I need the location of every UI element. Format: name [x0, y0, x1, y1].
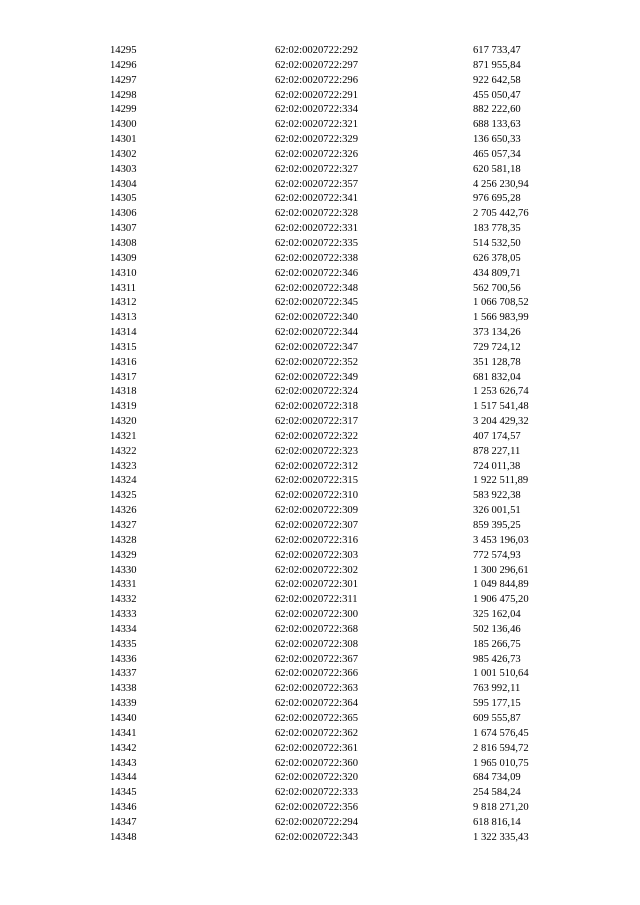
row-number-cell: 14319: [110, 401, 137, 413]
row-number-cell: 14336: [110, 653, 137, 665]
cadastral-value-cell: 1 922 511,89: [473, 475, 529, 487]
cadastral-number-cell: 62:02:0020722:338: [275, 252, 358, 264]
cadastral-number-cell: 62:02:0020722:294: [275, 816, 358, 828]
table-row: [110, 816, 560, 831]
row-number-cell: 14327: [110, 520, 137, 531]
cadastral-number-cell: 62:02:0020722:315: [275, 475, 358, 487]
cadastral-value-cell: 1 300 296,61: [473, 564, 529, 576]
table-row: [110, 549, 560, 564]
row-number-cell: 14348: [110, 831, 137, 843]
table-row: [110, 712, 560, 727]
cadastral-value-cell: 878 227,11: [473, 445, 521, 457]
cadastral-number-cell: 62:02:0020722:322: [275, 430, 358, 442]
cadastral-number-cell: 62:02:0020722:348: [275, 282, 358, 294]
cadastral-number-cell: 62:02:0020722:361: [275, 742, 358, 754]
cadastral-value-cell: 681 832,04: [473, 371, 521, 383]
cadastral-number-cell: 62:02:0020722:310: [275, 490, 358, 502]
table-row: [110, 771, 560, 786]
row-number-cell: 14311: [110, 282, 137, 294]
cadastral-value-cell: 684 734,09: [473, 772, 521, 784]
cadastral-number-cell: 62:02:0020722:346: [275, 267, 358, 279]
cadastral-value-cell: 620 581,18: [473, 163, 521, 175]
cadastral-number-cell: 62:02:0020722:365: [275, 712, 358, 724]
row-number-cell: 14337: [110, 668, 137, 680]
row-number-cell: 14332: [110, 594, 137, 606]
table-row: [110, 192, 560, 207]
table-row: [110, 118, 560, 133]
row-number-cell: 14299: [110, 104, 137, 116]
table-row: [110, 460, 560, 475]
table-row: [110, 653, 560, 668]
table-row: [110, 742, 560, 757]
cadastral-value-cell: 772 574,93: [473, 549, 521, 561]
row-number-cell: 14324: [110, 475, 137, 487]
cadastral-value-cell: 183 778,35: [473, 223, 521, 235]
cadastral-value-cell: 373 134,26: [473, 327, 521, 339]
cadastral-value-cell: 724 011,38: [473, 460, 521, 472]
cadastral-value-cell: 871 955,84: [473, 59, 521, 71]
table-row: [110, 608, 560, 623]
cadastral-number-cell: 62:02:0020722:349: [275, 371, 358, 383]
row-number-cell: 14308: [110, 237, 137, 249]
table-row: [110, 74, 560, 89]
row-number-cell: 14325: [110, 490, 137, 502]
table-row: [110, 474, 560, 489]
cadastral-value-cell: 976 695,28: [473, 193, 521, 205]
table-row: [110, 59, 560, 74]
cadastral-value-cell: 985 426,73: [473, 653, 521, 665]
cadastral-value-cell: 465 057,34: [473, 148, 521, 160]
row-number-cell: 14297: [110, 74, 137, 86]
cadastral-number-cell: 62:02:0020722:303: [275, 549, 358, 561]
row-number-cell: 14312: [110, 297, 137, 309]
cadastral-value-cell: 688 133,63: [473, 119, 521, 131]
table-row: [110, 430, 560, 445]
cadastral-value-cell: 9 818 271,20: [473, 802, 529, 814]
cadastral-value-cell: 1 517 541,48: [473, 401, 529, 413]
row-number-cell: 14341: [110, 727, 137, 739]
cadastral-number-cell: 62:02:0020722:311: [275, 594, 358, 606]
row-number-cell: 14335: [110, 638, 137, 650]
row-number-cell: 14316: [110, 356, 137, 368]
cadastral-value-cell: 1 322 335,43: [473, 831, 529, 843]
table-row: [110, 133, 560, 148]
cadastral-value-table: [110, 44, 560, 846]
cadastral-number-cell: 62:02:0020722:301: [275, 579, 358, 591]
row-number-cell: 14304: [110, 178, 137, 190]
table-row: [110, 727, 560, 742]
table-row: [110, 578, 560, 593]
table-row: [110, 356, 560, 371]
cadastral-number-cell: 62:02:0020722:356: [275, 802, 358, 814]
row-number-cell: 14330: [110, 564, 137, 576]
cadastral-number-cell: 62:02:0020722:335: [275, 237, 358, 249]
table-row: [110, 237, 560, 252]
cadastral-number-cell: 62:02:0020722:367: [275, 653, 358, 665]
cadastral-number-cell: 62:02:0020722:292: [275, 45, 358, 56]
row-number-cell: 14310: [110, 267, 137, 279]
cadastral-number-cell: 62:02:0020722:323: [275, 445, 358, 457]
table-row: [110, 148, 560, 163]
cadastral-value-cell: 185 266,75: [473, 638, 521, 650]
cadastral-value-cell: 434 809,71: [473, 267, 521, 279]
row-number-cell: 14346: [110, 802, 137, 814]
cadastral-value-cell: 626 378,05: [473, 252, 521, 264]
table-row: [110, 296, 560, 311]
cadastral-number-cell: 62:02:0020722:357: [275, 178, 358, 190]
cadastral-number-cell: 62:02:0020722:328: [275, 208, 358, 220]
table-row: [110, 326, 560, 341]
cadastral-value-cell: 455 050,47: [473, 89, 521, 101]
row-number-cell: 14323: [110, 460, 137, 472]
row-number-cell: 14317: [110, 371, 137, 383]
cadastral-number-cell: 62:02:0020722:362: [275, 727, 358, 739]
cadastral-number-cell: 62:02:0020722:297: [275, 59, 358, 71]
table-row: [110, 831, 560, 846]
row-number-cell: 14295: [110, 45, 137, 56]
cadastral-value-cell: 595 177,15: [473, 698, 521, 710]
row-number-cell: 14302: [110, 148, 137, 160]
table-row: [110, 667, 560, 682]
table-row: [110, 489, 560, 504]
row-number-cell: 14309: [110, 252, 137, 264]
row-number-cell: 14298: [110, 89, 137, 101]
cadastral-number-cell: 62:02:0020722:360: [275, 757, 358, 769]
cadastral-value-cell: 136 650,33: [473, 134, 521, 146]
cadastral-value-cell: 351 128,78: [473, 356, 521, 368]
cadastral-value-cell: 3 453 196,03: [473, 534, 529, 546]
cadastral-value-cell: 3 204 429,32: [473, 416, 529, 428]
cadastral-number-cell: 62:02:0020722:343: [275, 831, 358, 843]
row-number-cell: 14307: [110, 223, 137, 235]
table-row: [110, 282, 560, 297]
row-number-cell: 14305: [110, 193, 137, 205]
row-number-cell: 14345: [110, 787, 137, 799]
table-row: [110, 445, 560, 460]
cadastral-number-cell: 62:02:0020722:308: [275, 638, 358, 650]
table-row: [110, 44, 560, 59]
cadastral-number-cell: 62:02:0020722:329: [275, 134, 358, 146]
cadastral-value-cell: 882 222,60: [473, 104, 521, 116]
cadastral-number-cell: 62:02:0020722:366: [275, 668, 358, 680]
cadastral-value-cell: 763 992,11: [473, 683, 521, 695]
cadastral-number-cell: 62:02:0020722:364: [275, 698, 358, 710]
table-row: [110, 371, 560, 386]
cadastral-value-cell: 859 395,25: [473, 520, 521, 531]
cadastral-value-cell: 1 066 708,52: [473, 297, 529, 309]
row-number-cell: 14326: [110, 505, 137, 517]
table-row: [110, 638, 560, 653]
cadastral-value-cell: 502 136,46: [473, 623, 521, 635]
cadastral-value-cell: 618 816,14: [473, 816, 521, 828]
cadastral-value-cell: 1 253 626,74: [473, 386, 529, 398]
row-number-cell: 14333: [110, 609, 137, 621]
cadastral-value-cell: 325 162,04: [473, 609, 521, 621]
cadastral-number-cell: 62:02:0020722:326: [275, 148, 358, 160]
cadastral-number-cell: 62:02:0020722:317: [275, 416, 358, 428]
table-row: [110, 757, 560, 772]
cadastral-value-cell: 326 001,51: [473, 505, 521, 517]
table-row: [110, 623, 560, 638]
cadastral-number-cell: 62:02:0020722:321: [275, 119, 358, 131]
cadastral-number-cell: 62:02:0020722:296: [275, 74, 358, 86]
table-row: [110, 252, 560, 267]
table-row: [110, 163, 560, 178]
table-row: [110, 697, 560, 712]
row-number-cell: 14344: [110, 772, 137, 784]
table-row: [110, 400, 560, 415]
cadastral-value-cell: 1 674 576,45: [473, 727, 529, 739]
table-row: [110, 786, 560, 801]
cadastral-number-cell: 62:02:0020722:300: [275, 609, 358, 621]
cadastral-number-cell: 62:02:0020722:345: [275, 297, 358, 309]
row-number-cell: 14338: [110, 683, 137, 695]
cadastral-value-cell: 1 049 844,89: [473, 579, 529, 591]
cadastral-value-cell: 729 724,12: [473, 341, 521, 353]
row-number-cell: 14331: [110, 579, 137, 591]
cadastral-value-cell: 2 816 594,72: [473, 742, 529, 754]
table-row: [110, 178, 560, 193]
row-number-cell: 14347: [110, 816, 137, 828]
row-number-cell: 14329: [110, 549, 137, 561]
cadastral-value-cell: 583 922,38: [473, 490, 521, 502]
table-row: [110, 207, 560, 222]
cadastral-value-cell: 254 584,24: [473, 787, 521, 799]
table-row: [110, 103, 560, 118]
cadastral-number-cell: 62:02:0020722:312: [275, 460, 358, 472]
cadastral-number-cell: 62:02:0020722:318: [275, 401, 358, 413]
cadastral-value-cell: 1 965 010,75: [473, 757, 529, 769]
cadastral-number-cell: 62:02:0020722:331: [275, 223, 358, 235]
row-number-cell: 14296: [110, 59, 137, 71]
cadastral-value-cell: 617 733,47: [473, 45, 521, 56]
table-row: [110, 267, 560, 282]
row-number-cell: 14328: [110, 534, 137, 546]
row-number-cell: 14334: [110, 623, 137, 635]
cadastral-number-cell: 62:02:0020722:327: [275, 163, 358, 175]
cadastral-number-cell: 62:02:0020722:341: [275, 193, 358, 205]
table-row: [110, 222, 560, 237]
cadastral-number-cell: 62:02:0020722:368: [275, 623, 358, 635]
row-number-cell: 14303: [110, 163, 137, 175]
cadastral-value-cell: 2 705 442,76: [473, 208, 529, 220]
row-number-cell: 14314: [110, 327, 137, 339]
cadastral-number-cell: 62:02:0020722:291: [275, 89, 358, 101]
cadastral-number-cell: 62:02:0020722:309: [275, 505, 358, 517]
row-number-cell: 14342: [110, 742, 137, 754]
table-row: [110, 593, 560, 608]
row-number-cell: 14315: [110, 341, 137, 353]
row-number-cell: 14320: [110, 416, 137, 428]
table-row: [110, 519, 560, 534]
row-number-cell: 14318: [110, 386, 137, 398]
table-row: [110, 385, 560, 400]
cadastral-number-cell: 62:02:0020722:324: [275, 386, 358, 398]
row-number-cell: 14339: [110, 698, 137, 710]
cadastral-value-cell: 1 566 983,99: [473, 312, 529, 324]
cadastral-number-cell: 62:02:0020722:334: [275, 104, 358, 116]
row-number-cell: 14301: [110, 134, 137, 146]
cadastral-number-cell: 62:02:0020722:363: [275, 683, 358, 695]
row-number-cell: 14322: [110, 445, 137, 457]
cadastral-number-cell: 62:02:0020722:344: [275, 327, 358, 339]
cadastral-value-cell: 4 256 230,94: [473, 178, 529, 190]
cadastral-value-cell: 1 906 475,20: [473, 594, 529, 606]
table-row: [110, 564, 560, 579]
cadastral-value-cell: 922 642,58: [473, 74, 521, 86]
cadastral-value-cell: 609 555,87: [473, 712, 521, 724]
cadastral-number-cell: 62:02:0020722:340: [275, 312, 358, 324]
table-row: [110, 311, 560, 326]
cadastral-value-cell: 1 001 510,64: [473, 668, 529, 680]
cadastral-number-cell: 62:02:0020722:316: [275, 534, 358, 546]
row-number-cell: 14313: [110, 312, 137, 324]
table-row: [110, 682, 560, 697]
row-number-cell: 14306: [110, 208, 137, 220]
cadastral-number-cell: 62:02:0020722:302: [275, 564, 358, 576]
cadastral-value-cell: 562 700,56: [473, 282, 521, 294]
table-row: [110, 89, 560, 104]
table-row: [110, 415, 560, 430]
cadastral-number-cell: 62:02:0020722:347: [275, 341, 358, 353]
cadastral-value-cell: 514 532,50: [473, 237, 521, 249]
table-row: [110, 341, 560, 356]
cadastral-number-cell: 62:02:0020722:352: [275, 356, 358, 368]
cadastral-value-cell: 407 174,57: [473, 430, 521, 442]
row-number-cell: 14343: [110, 757, 137, 769]
table-row: [110, 801, 560, 816]
row-number-cell: 14300: [110, 119, 137, 131]
row-number-cell: 14321: [110, 430, 137, 442]
table-row: [110, 504, 560, 519]
table-row: [110, 534, 560, 549]
cadastral-number-cell: 62:02:0020722:307: [275, 520, 358, 531]
row-number-cell: 14340: [110, 712, 137, 724]
cadastral-number-cell: 62:02:0020722:333: [275, 787, 358, 799]
cadastral-number-cell: 62:02:0020722:320: [275, 772, 358, 784]
